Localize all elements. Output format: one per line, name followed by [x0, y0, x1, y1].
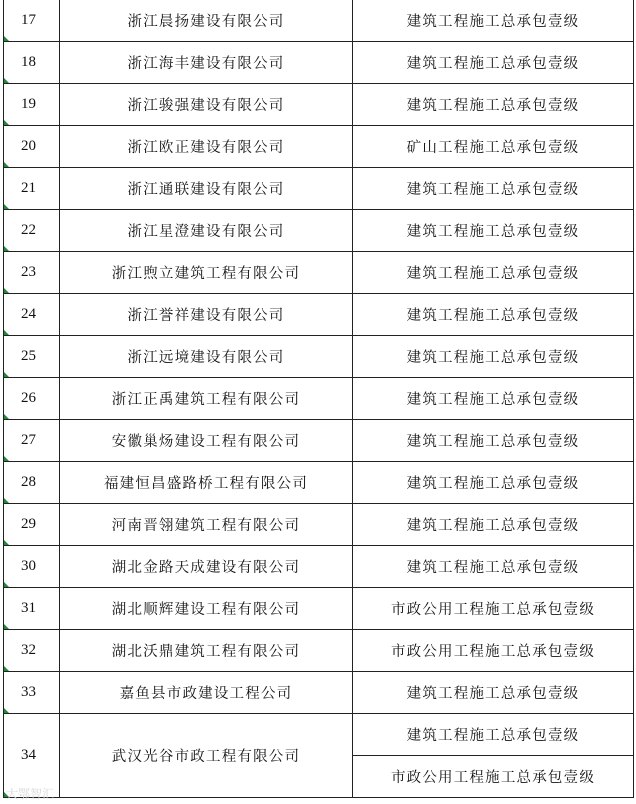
row-number: 34 — [4, 714, 60, 798]
qualification: 建筑工程施工总承包壹级 — [353, 546, 634, 588]
row-number: 29 — [4, 504, 60, 546]
company-name: 浙江正禹建筑工程有限公司 — [60, 378, 353, 420]
row-number: 27 — [4, 420, 60, 462]
table-row — [4, 336, 634, 378]
company-name: 湖北金路天成建设有限公司 — [60, 546, 353, 588]
qualification: 建筑工程施工总承包壹级 — [353, 420, 634, 462]
company-name: 浙江欧正建设有限公司 — [60, 126, 353, 168]
qualification: 建筑工程施工总承包壹级 — [353, 42, 634, 84]
company-name: 浙江晨扬建设有限公司 — [60, 0, 353, 42]
company-name: 河南晋翎建筑工程有限公司 — [60, 504, 353, 546]
qualification: 建筑工程施工总承包壹级 — [353, 672, 634, 714]
table-row — [4, 462, 634, 504]
table-row — [4, 294, 634, 336]
row-number: 17 — [4, 0, 60, 42]
row-number: 20 — [4, 126, 60, 168]
company-name: 浙江海丰建设有限公司 — [60, 42, 353, 84]
qualification: 建筑工程施工总承包壹级 — [353, 252, 634, 294]
qualification: 建筑工程施工总承包壹级 — [353, 714, 634, 756]
watermark: 大鄂智汇 — [6, 787, 55, 801]
qualification: 建筑工程施工总承包壹级 — [353, 378, 634, 420]
company-name: 湖北沃鼎建筑工程有限公司 — [60, 630, 353, 672]
company-name: 浙江誉祥建设有限公司 — [60, 294, 353, 336]
company-qualification-table — [3, 0, 634, 798]
row-number: 28 — [4, 462, 60, 504]
qualification: 建筑工程施工总承包壹级 — [353, 462, 634, 504]
table-row — [4, 84, 634, 126]
row-number: 24 — [4, 294, 60, 336]
table-row — [4, 252, 634, 294]
row-number: 18 — [4, 42, 60, 84]
row-number: 30 — [4, 546, 60, 588]
qualification: 建筑工程施工总承包壹级 — [353, 0, 634, 42]
qualification: 建筑工程施工总承包壹级 — [353, 294, 634, 336]
table-row — [4, 168, 634, 210]
qualification: 市政公用工程施工总承包壹级 — [353, 756, 634, 798]
company-name: 浙江骏强建设有限公司 — [60, 84, 353, 126]
company-name: 湖北顺辉建设工程有限公司 — [60, 588, 353, 630]
table-row — [4, 504, 634, 546]
company-name: 浙江煦立建筑工程有限公司 — [60, 252, 353, 294]
company-name: 浙江通联建设有限公司 — [60, 168, 353, 210]
row-number: 31 — [4, 588, 60, 630]
qualification: 建筑工程施工总承包壹级 — [353, 504, 634, 546]
row-number: 21 — [4, 168, 60, 210]
qualification: 矿山工程施工总承包壹级 — [353, 126, 634, 168]
qualification: 市政公用工程施工总承包壹级 — [353, 630, 634, 672]
qualification: 建筑工程施工总承包壹级 — [353, 168, 634, 210]
company-name: 武汉光谷市政工程有限公司 — [60, 714, 353, 798]
table-row — [4, 630, 634, 672]
company-name: 安徽巢炀建设工程有限公司 — [60, 420, 353, 462]
table-row — [4, 672, 634, 714]
table-row — [4, 0, 634, 42]
row-number: 22 — [4, 210, 60, 252]
company-name: 浙江远境建设有限公司 — [60, 336, 353, 378]
table-row — [4, 126, 634, 168]
qualification: 市政公用工程施工总承包壹级 — [353, 588, 634, 630]
row-number: 26 — [4, 378, 60, 420]
table-row — [4, 546, 634, 588]
row-number: 32 — [4, 630, 60, 672]
company-name: 浙江星澄建设有限公司 — [60, 210, 353, 252]
table-body — [4, 0, 634, 798]
table-row — [4, 42, 634, 84]
row-number: 23 — [4, 252, 60, 294]
company-name: 福建恒昌盛路桥工程有限公司 — [60, 462, 353, 504]
table-row — [4, 714, 634, 756]
qualification: 建筑工程施工总承包壹级 — [353, 84, 634, 126]
row-number: 19 — [4, 84, 60, 126]
table-row — [4, 210, 634, 252]
table-row — [4, 378, 634, 420]
row-number: 33 — [4, 672, 60, 714]
table-row — [4, 588, 634, 630]
company-name: 嘉鱼县市政建设工程公司 — [60, 672, 353, 714]
qualification: 建筑工程施工总承包壹级 — [353, 210, 634, 252]
qualification: 建筑工程施工总承包壹级 — [353, 336, 634, 378]
row-number: 25 — [4, 336, 60, 378]
table-row — [4, 420, 634, 462]
